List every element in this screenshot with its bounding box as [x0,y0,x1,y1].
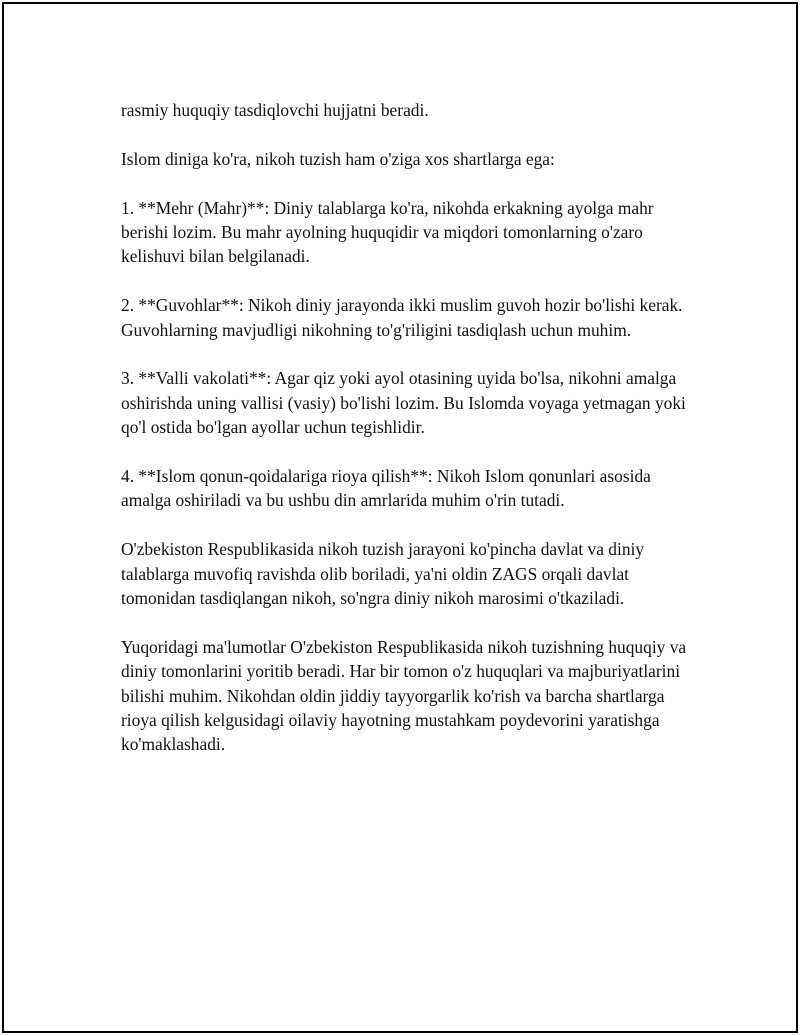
list-item-valli: 3. **Valli vakolati**: Agar qiz yoki ayol otasining uyida bo'lsa, nikohni amalga oshirishda uning vallisi (vasiy) bo'lishi lozim. Bu Islomda voyaga yetmagan yoki qo'l ostida bo'lgan ayollar uchun tegishlidir. [121,368,686,438]
document-body [121,98,693,781]
list-item-guvohlar: 2. **Guvohlar**: Nikoh diniy jarayonda ikki muslim guvoh hozir bo'lishi kerak. Guvohlarning mavjudligi nikohning to'g'riligini tasdiqlash uchun muhim. [121,295,683,340]
paragraph-conclusion: Yuqoridagi ma'lumotlar O'zbekiston Respublikasida nikoh tuzishning huquqiy va diniy tomonlarini yoritib beradi. Har bir tomon o'z huquqlari va majburiyatlarini bilishi muhim. Nikohdan oldin jiddiy tayyorgarlik ko'rish va barcha shartlarga rioya qilish kelgusidagi oilaviy hayotning mustahkam poydevorini yaratishga ko'maklashadi. [121,636,687,755]
page-frame [2,2,798,1033]
paragraph-process: O'zbekiston Respublikasida nikoh tuzish jarayoni ko'pincha davlat va diniy talablarga muvofiq ravishda olib boriladi, ya'ni oldin ZAGS orqali davlat tomonidan tasdiqlangan nikoh, so'ngra diniy nikoh marosimi o'tkaziladi. [121,539,645,609]
list-item-islom-qonun: 4. **Islom qonun-qoidalariga rioya qilish**: Nikoh Islom qonunlari asosida amalga oshiriladi va bu ushbu din amrlarida muhim o'rin tutadi. [121,466,651,511]
paragraph-continuation: rasmiy huquqiy tasdiqlovchi hujjatni beradi. [121,100,429,120]
paragraph-intro: Islom diniga ko'ra, nikoh tuzish ham o'ziga xos shartlarga ega: [121,148,555,169]
list-item-mehr: 1. **Mehr (Mahr)**: Diniy talablarga ko'ra, nikohda erkakning ayolga mahr berishi lozim. Bu mahr ayolning huquqidir va miqdori tomonlarning o'zaro kelishuvi bilan belgilanadi. [121,197,654,267]
